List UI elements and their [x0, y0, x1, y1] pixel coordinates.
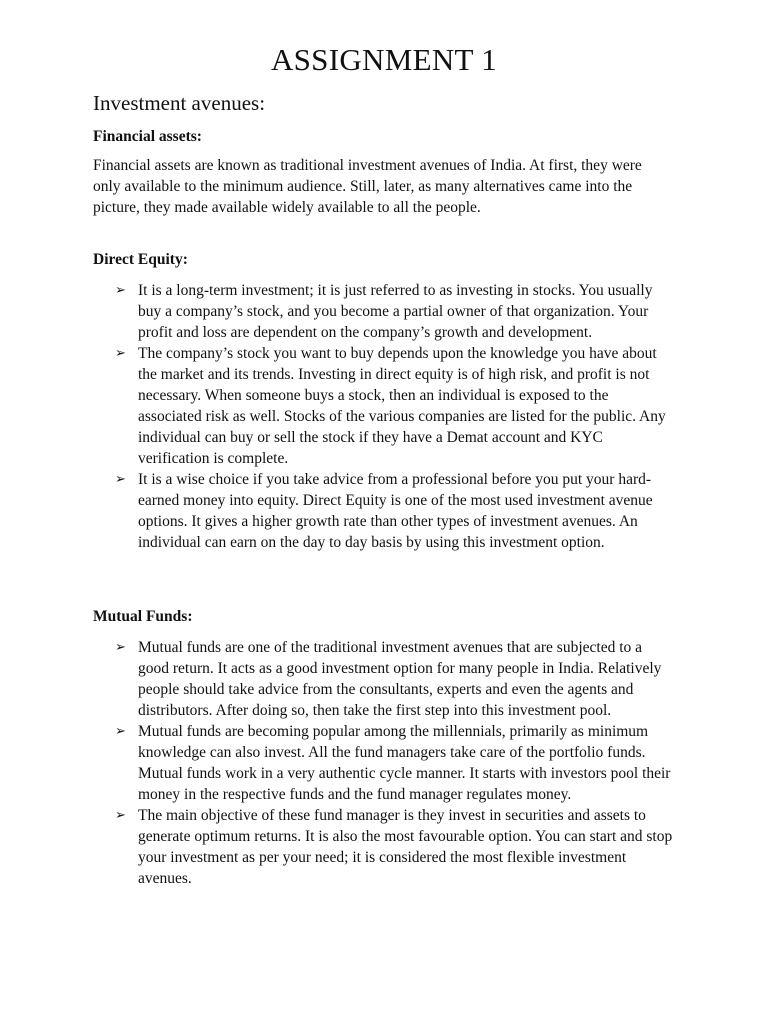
financial-assets-heading: Financial assets:	[93, 128, 202, 145]
arrow-bullet-icon: ➢	[115, 724, 126, 739]
mutual-funds-heading: Mutual Funds:	[93, 608, 193, 625]
arrow-bullet-icon: ➢	[115, 640, 126, 655]
list-item-text: Mutual funds are one of the traditional investment avenues that are subjected to a good return. It acts as a good investment option for many people in India. Relatively people should take advice from the consultants, experts and even the agents and distributors. After doing so, then take the first step into this investment pool.	[138, 639, 662, 719]
arrow-bullet-icon: ➢	[115, 808, 126, 823]
list-item	[115, 469, 675, 553]
list-item-text: The main objective of these fund manager is they invest in securities and assets to generate optimum returns. It is also the most favourable option. You can start and stop your investment as per your need; it is considered the most flexible investment avenues.	[138, 807, 673, 887]
list-item	[115, 805, 675, 889]
list-item	[115, 280, 675, 343]
list-item	[115, 721, 675, 805]
list-item	[115, 637, 675, 721]
list-item-text: It is a wise choice if you take advice from a professional before you put your hard-earned money into equity. Direct Equity is one of the most used investment avenue options. It gives a higher growth rate than other types of investment avenues. An individual can earn on the day to day basis by using this investment option.	[138, 471, 653, 551]
arrow-bullet-icon: ➢	[115, 472, 126, 487]
financial-assets-paragraph: Financial assets are known as traditional investment avenues of India. At first, they were only available to the minimum audience. Still, later, as many alternatives came into the picture, they made available widely available to all the people.	[93, 157, 642, 216]
list-item	[115, 343, 675, 469]
direct-equity-heading: Direct Equity:	[93, 251, 188, 268]
direct-equity-bullet-list	[115, 280, 675, 553]
document-title: ASSIGNMENT 1	[270, 42, 498, 77]
list-item-text: Mutual funds are becoming popular among the millennials, primarily as minimum knowledge can also invest. All the fund managers take care of the portfolio funds. Mutual funds work in a very authentic cycle manner. It starts with investors pool their money in the respective funds and the fund manager regulates money.	[138, 723, 671, 803]
arrow-bullet-icon: ➢	[115, 283, 126, 298]
arrow-bullet-icon: ➢	[115, 346, 126, 361]
list-item-text: The company’s stock you want to buy depends upon the knowledge you have about the market and its trends. Investing in direct equity is of high risk, and profit is not necessary. When someone buys a stock, then an individual is exposed to the associated risk as well. Stocks of the various companies are listed for the public. Any individual can buy or sell the stock if they have a Demat account and KYC verification is complete.	[138, 345, 666, 467]
list-item-text: It is a long-term investment; it is just referred to as investing in stocks. You usually buy a company’s stock, and you become a partial owner of that organization. Your profit and loss are dependent on the company’s growth and development.	[138, 282, 653, 341]
mutual-funds-bullet-list	[115, 637, 675, 889]
document-subtitle: Investment avenues:	[93, 91, 266, 115]
